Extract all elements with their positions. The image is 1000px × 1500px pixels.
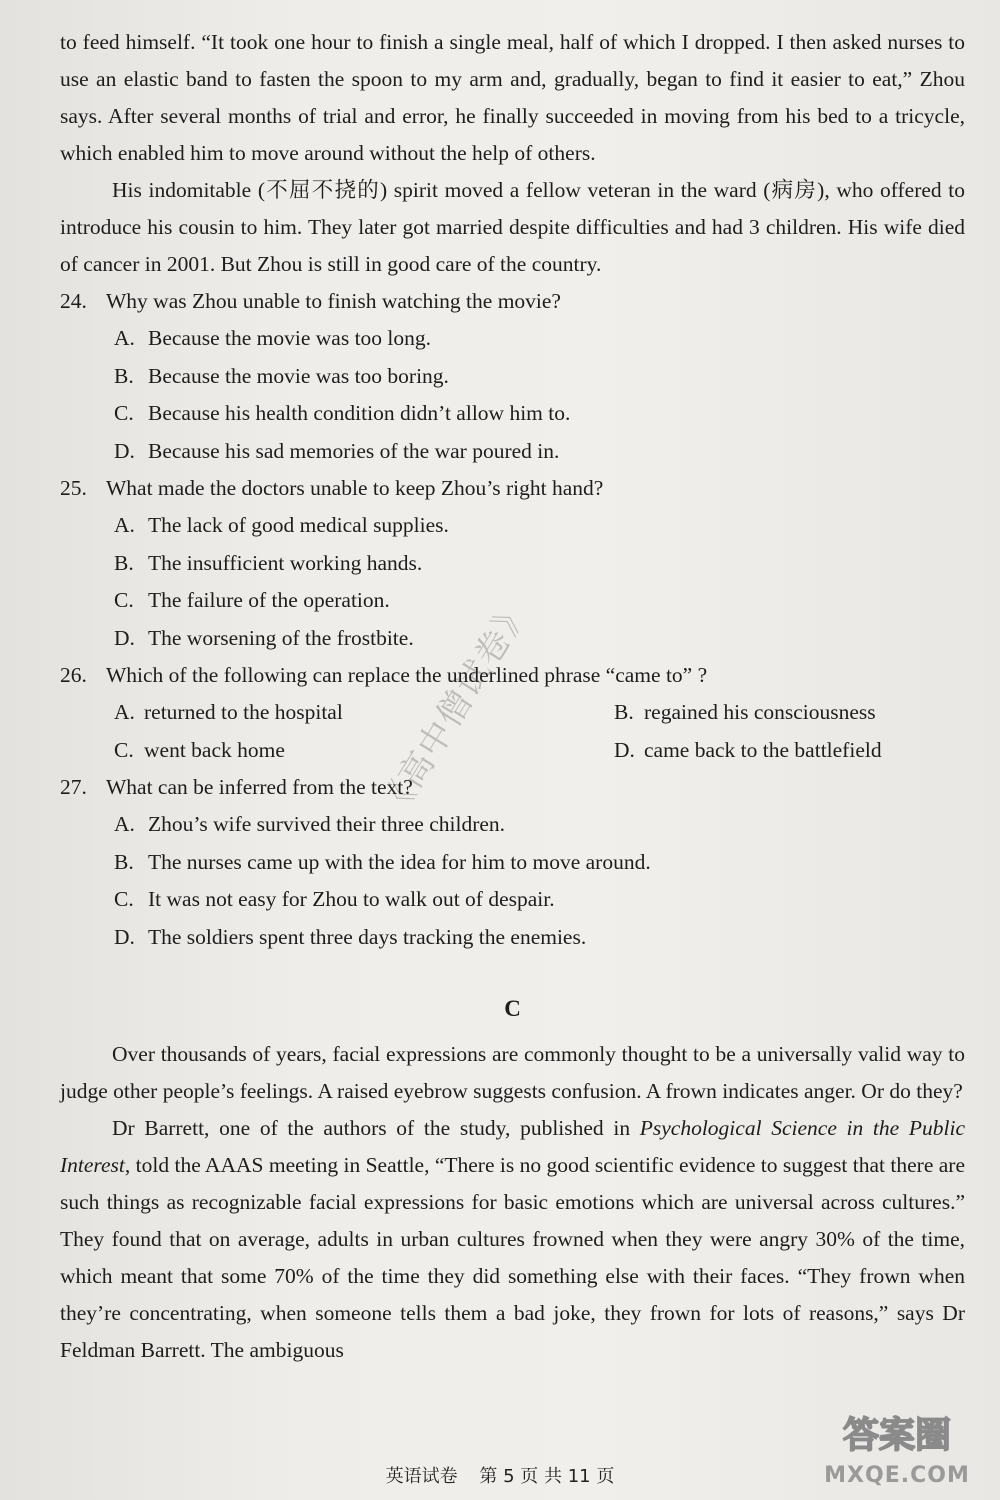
option-26c: C. went back home: [114, 737, 285, 762]
passage-c-paragraph-2: Dr Barrett, one of the authors of the study, published in Psychological Science in the Public Interest, told the AAAS meeting in Seattle, “There is no good scientific evidence to suggest that there are such things as recognizable facial expressions for basic emotions which are universal across cultures.” They found that on average, adults in urban cultures frowned when they were angry 30% of the time, which meant that some 70% of the time they did something else with their faces. “They frown when they’re concentrating, when someone tells them a bad joke, they frown for lots of reasons,” says Dr Feldman Barrett. The ambiguous: [60, 1116, 965, 1362]
question-number: 25.: [60, 476, 87, 500]
page-content: [60, 24, 965, 1369]
option-26b: B. regained his consciousness: [614, 700, 876, 724]
question-stem: What can be inferred from the text?: [106, 775, 413, 799]
option-27b: B. The nurses came up with the idea for him to move around.: [114, 849, 651, 874]
watermark-text: 《高中僧试卷》: [371, 590, 540, 826]
option-25c: C. The failure of the operation.: [114, 588, 390, 612]
option-27a: A. Zhou’s wife survived their three children.: [114, 812, 506, 836]
question-number: 27.: [60, 775, 87, 799]
option-25b: B. The insufficient working hands.: [114, 550, 423, 575]
option-27c: C. It was not easy for Zhou to walk out of despair.: [114, 887, 555, 911]
logo-url: MXQE.COM: [824, 1463, 970, 1488]
option-26d: D. came back to the battlefield: [614, 737, 882, 762]
question-27: [60, 769, 965, 956]
question-24: [60, 283, 965, 470]
option-24a: A. Because the movie was too long.: [114, 326, 432, 350]
journal-title: Psychological Science in the Public Interest: [60, 1116, 965, 1177]
logo-text: 答案圈: [842, 1415, 952, 1456]
question-stem: Which of the following can replace the underlined phrase “came to” ?: [106, 663, 708, 687]
option-24c: C. Because his health condition didn’t allow him to.: [114, 401, 571, 425]
option-24d: D. Because his sad memories of the war poured in.: [114, 438, 560, 463]
footer-page-number: 第 5 页 共 11 页: [479, 1466, 615, 1487]
question-number: 24.: [60, 289, 87, 313]
option-24b: B. Because the movie was too boring.: [114, 363, 449, 388]
option-25d: D. The worsening of the frostbite.: [114, 625, 414, 650]
site-logo: [812, 1402, 982, 1492]
passage-b-paragraph-2: His indomitable (不屈不挠的) spirit moved a fellow veteran in the ward (病房), who offered to introduce his cousin to him. They later got married despite difficulties and had 3 children. His wife died of cancer in 2001. But Zhou is still in good care of the country.: [60, 178, 965, 276]
passage-c-paragraph-1: Over thousands of years, facial expressions are commonly thought to be a universally valid way to judge other people’s feelings. A raised eyebrow suggests confusion. A frown indicates anger. Or do they?: [60, 1042, 965, 1103]
footer-subject: 英语试卷: [385, 1466, 458, 1487]
option-25a: A. The lack of good medical supplies.: [114, 513, 449, 537]
option-26a: A. returned to the hospital: [114, 700, 343, 724]
options-26: [60, 694, 965, 769]
question-number: 26.: [60, 663, 87, 687]
question-stem: Why was Zhou unable to finish watching the movie?: [106, 289, 561, 313]
question-stem: What made the doctors unable to keep Zhou’s right hand?: [106, 476, 604, 500]
section-heading-c: C: [504, 996, 521, 1021]
option-27d: D. The soldiers spent three days tracking the enemies.: [114, 924, 587, 949]
passage-b-paragraph-1: to feed himself. “It took one hour to finish a single meal, half of which I dropped. I then asked nurses to use an elastic band to fasten the spoon to my arm and, gradually, began to find it easier to eat,” Zhou says. After several months of trial and error, he finally succeeded in moving from his bed to a tricycle, which enabled him to move around without the help of others.: [60, 30, 965, 165]
question-26: [60, 657, 965, 769]
